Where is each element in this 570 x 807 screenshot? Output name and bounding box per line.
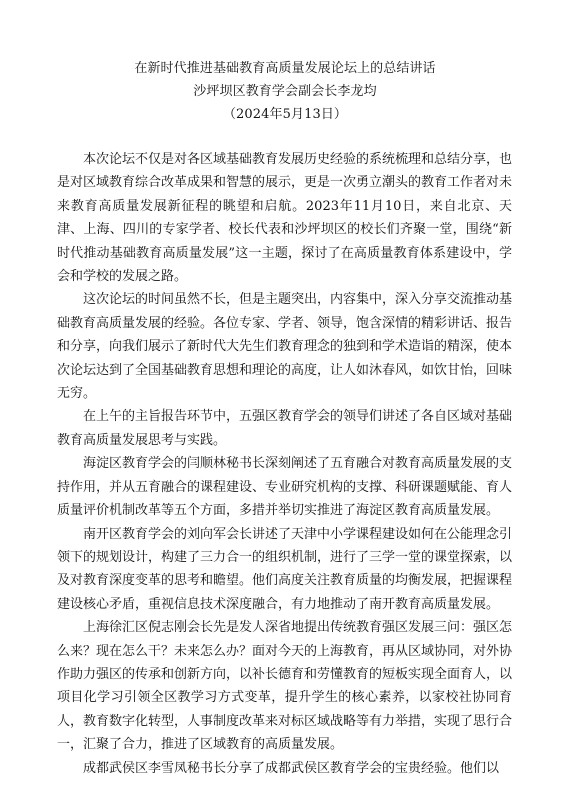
speech-title: 在新时代推进基础教育高质量发展论坛上的总结讲话 xyxy=(134,61,436,76)
paragraph-2: 这次论坛的时间虽然不长，但是主题突出，内容集中，深入分享交流推动基础教育高质量发展的经验。各位专家、学者、领导，饱含深情的精彩讲话、报告和分享，向我们展示了新时代大先生们教育理念的独到和学术造诣的精深，使本次论坛达到了全国基础教育思想和理论的高度，让人如沐春风，如饮甘怡，回味无穷。 xyxy=(57,292,513,402)
document-header xyxy=(0,57,570,126)
paragraph-6: 上海徐汇区倪志刚会长先是发人深省地提出传统教育强区发展三问：强区怎么来？现在怎么干？未来怎么办？面对今天的上海教育，再从区域协同，对外协作助力强区的传承和创新方向，以补长德育和劳懂教育的短板实现全面育人，以项目化学习引领全区教学习方式变革，提升学生的核心素养，以家校社协同育人，教育数字化转型，人事制度改革来对标区域战略等有力举措，实现了思行合一，汇聚了合力，推进了区域教育的高质量发展。 xyxy=(57,620,513,753)
paragraph-7: 成都武侯区李雪凤秘书长分享了成都武侯区教育学会的宝贵经验。他们以 xyxy=(83,760,500,776)
paragraph-5: 南开区教育学会的刘向军会长讲述了天津中小学课程建设如何在公能理念引领下的规划设计，构建了三力合一的组织机制，进行了三学一堂的课堂探索，以及对教育深度变革的思考和瞻望。他们高度关注教育质量的均衡发展，把握课程建设核心矛盾，重视信息技术深度融合，有力地推动了南开教育高质量发展。 xyxy=(57,526,513,612)
speaker-line: 沙坪坝区教育学会副会长李龙均 xyxy=(193,84,377,99)
paragraph-3: 在上午的主旨报告环节中，五强区教育学会的领导们讲述了各自区域对基础教育高质量发展思考与实践。 xyxy=(57,409,513,448)
paragraph-4: 海淀区教育学会的闫顺林秘书长深刻阐述了五育融合对教育高质量发展的支持作用，并从五育融合的课程建设、专业研究机构的支撑、科研课题赋能、育人质量评价机制改革等五个方面，多措并举切实推进了海淀区教育高质量发展。 xyxy=(57,456,513,519)
paragraph-1: 本次论坛不仅是对各区域基础教育发展历史经验的系统梳理和总结分享，也是对区域教育综合改革成果和智慧的展示，更是一次勇立潮头的教育工作者对未来教育高质量发展新征程的眺望和启航。2023年11月10日，来自北京、天津、上海、四川的专家学者、校长代表和沙坪坝区的校长们齐聚一堂，围绕“新时代推动基础教育高质量发展”这一主题，探讨了在高质量教育体系建设中，学会和学校的发展之路。 xyxy=(57,152,513,285)
speech-body xyxy=(57,148,512,780)
speech-date: （2024年5月13日） xyxy=(222,107,348,122)
